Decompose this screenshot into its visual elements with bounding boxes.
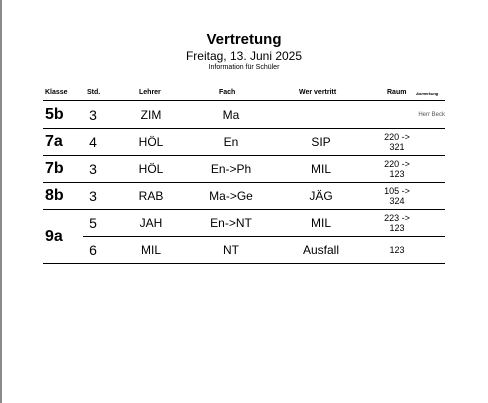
cell-raum: [373, 129, 421, 155]
header-rule: [43, 100, 445, 101]
cell-std: 3: [89, 107, 97, 123]
raum-from: 220 ->: [384, 132, 410, 142]
cell-klasse: 5b: [45, 106, 64, 123]
header-lehrer: Lehrer: [139, 89, 161, 96]
header-raum: Raum: [387, 89, 407, 96]
table-row: [43, 183, 445, 210]
cell-anmerkung: Herr Beck: [418, 112, 445, 118]
cell-wer: [293, 102, 349, 128]
table-subrow: [83, 210, 445, 237]
table-header: [43, 86, 445, 102]
raum-value: 123: [389, 245, 405, 255]
cell-fach: NT: [223, 243, 239, 257]
cell-klasse: 7a: [45, 133, 63, 150]
cell-wer: JÄG: [309, 189, 333, 203]
raum-to: 123: [389, 223, 405, 233]
raum-from: 220 ->: [384, 159, 410, 169]
substitution-table: [43, 86, 445, 264]
table-row: [43, 102, 445, 129]
cell-wer: Ausfall: [302, 243, 340, 257]
document-info: Information für Schüler: [208, 64, 280, 71]
cell-wer: SIP: [311, 135, 331, 149]
table-row: [43, 129, 445, 156]
cell-std: 4: [89, 134, 97, 150]
cell-std: 3: [89, 188, 97, 204]
cell-lehrer: RAB: [138, 189, 164, 203]
header-fach: Fach: [219, 89, 236, 96]
cell-lehrer: JAH: [139, 216, 163, 230]
cell-fach: Ma->Ge: [209, 189, 253, 203]
cell-raum: [373, 156, 421, 182]
cell-lehrer: ZIM: [140, 108, 162, 122]
cell-klasse: 8b: [45, 187, 64, 204]
raum-from: 105 ->: [384, 186, 410, 196]
cell-lehrer: HÖL: [138, 162, 164, 176]
cell-lehrer: MIL: [140, 243, 161, 257]
cell-std: 6: [89, 242, 97, 258]
cell-lehrer: HÖL: [138, 135, 164, 149]
cell-fach: En: [223, 135, 239, 149]
cell-raum: [373, 210, 421, 236]
cell-raum: [373, 183, 421, 209]
cell-wer: MIL: [310, 162, 331, 176]
cell-wer: MIL: [310, 216, 331, 230]
document-title: Vertretung: [206, 31, 282, 48]
header-std: Std.: [87, 89, 101, 96]
cell-klasse: 9a: [45, 227, 63, 245]
raum-to: 324: [389, 196, 405, 206]
cell-std: 5: [89, 215, 97, 231]
header-wer: Wer vertritt: [299, 89, 337, 96]
cell-fach: En->NT: [210, 216, 252, 230]
cell-fach: En->Ph: [210, 162, 252, 176]
raum-from: 223 ->: [384, 213, 410, 223]
cell-klasse: 7b: [45, 160, 64, 177]
cell-fach: Ma: [222, 108, 240, 122]
raum-to: 321: [389, 142, 405, 152]
table-row-group: [43, 210, 445, 264]
raum-to: 123: [389, 169, 405, 179]
header-klasse: Klasse: [45, 89, 68, 96]
document-date: Freitag, 13. Juni 2025: [185, 49, 303, 63]
cell-std: 3: [89, 161, 97, 177]
table-row: [43, 156, 445, 183]
cell-raum: [373, 237, 421, 263]
header-anmerkung: Anmerkung: [416, 91, 439, 96]
table-subrow: [83, 237, 445, 263]
